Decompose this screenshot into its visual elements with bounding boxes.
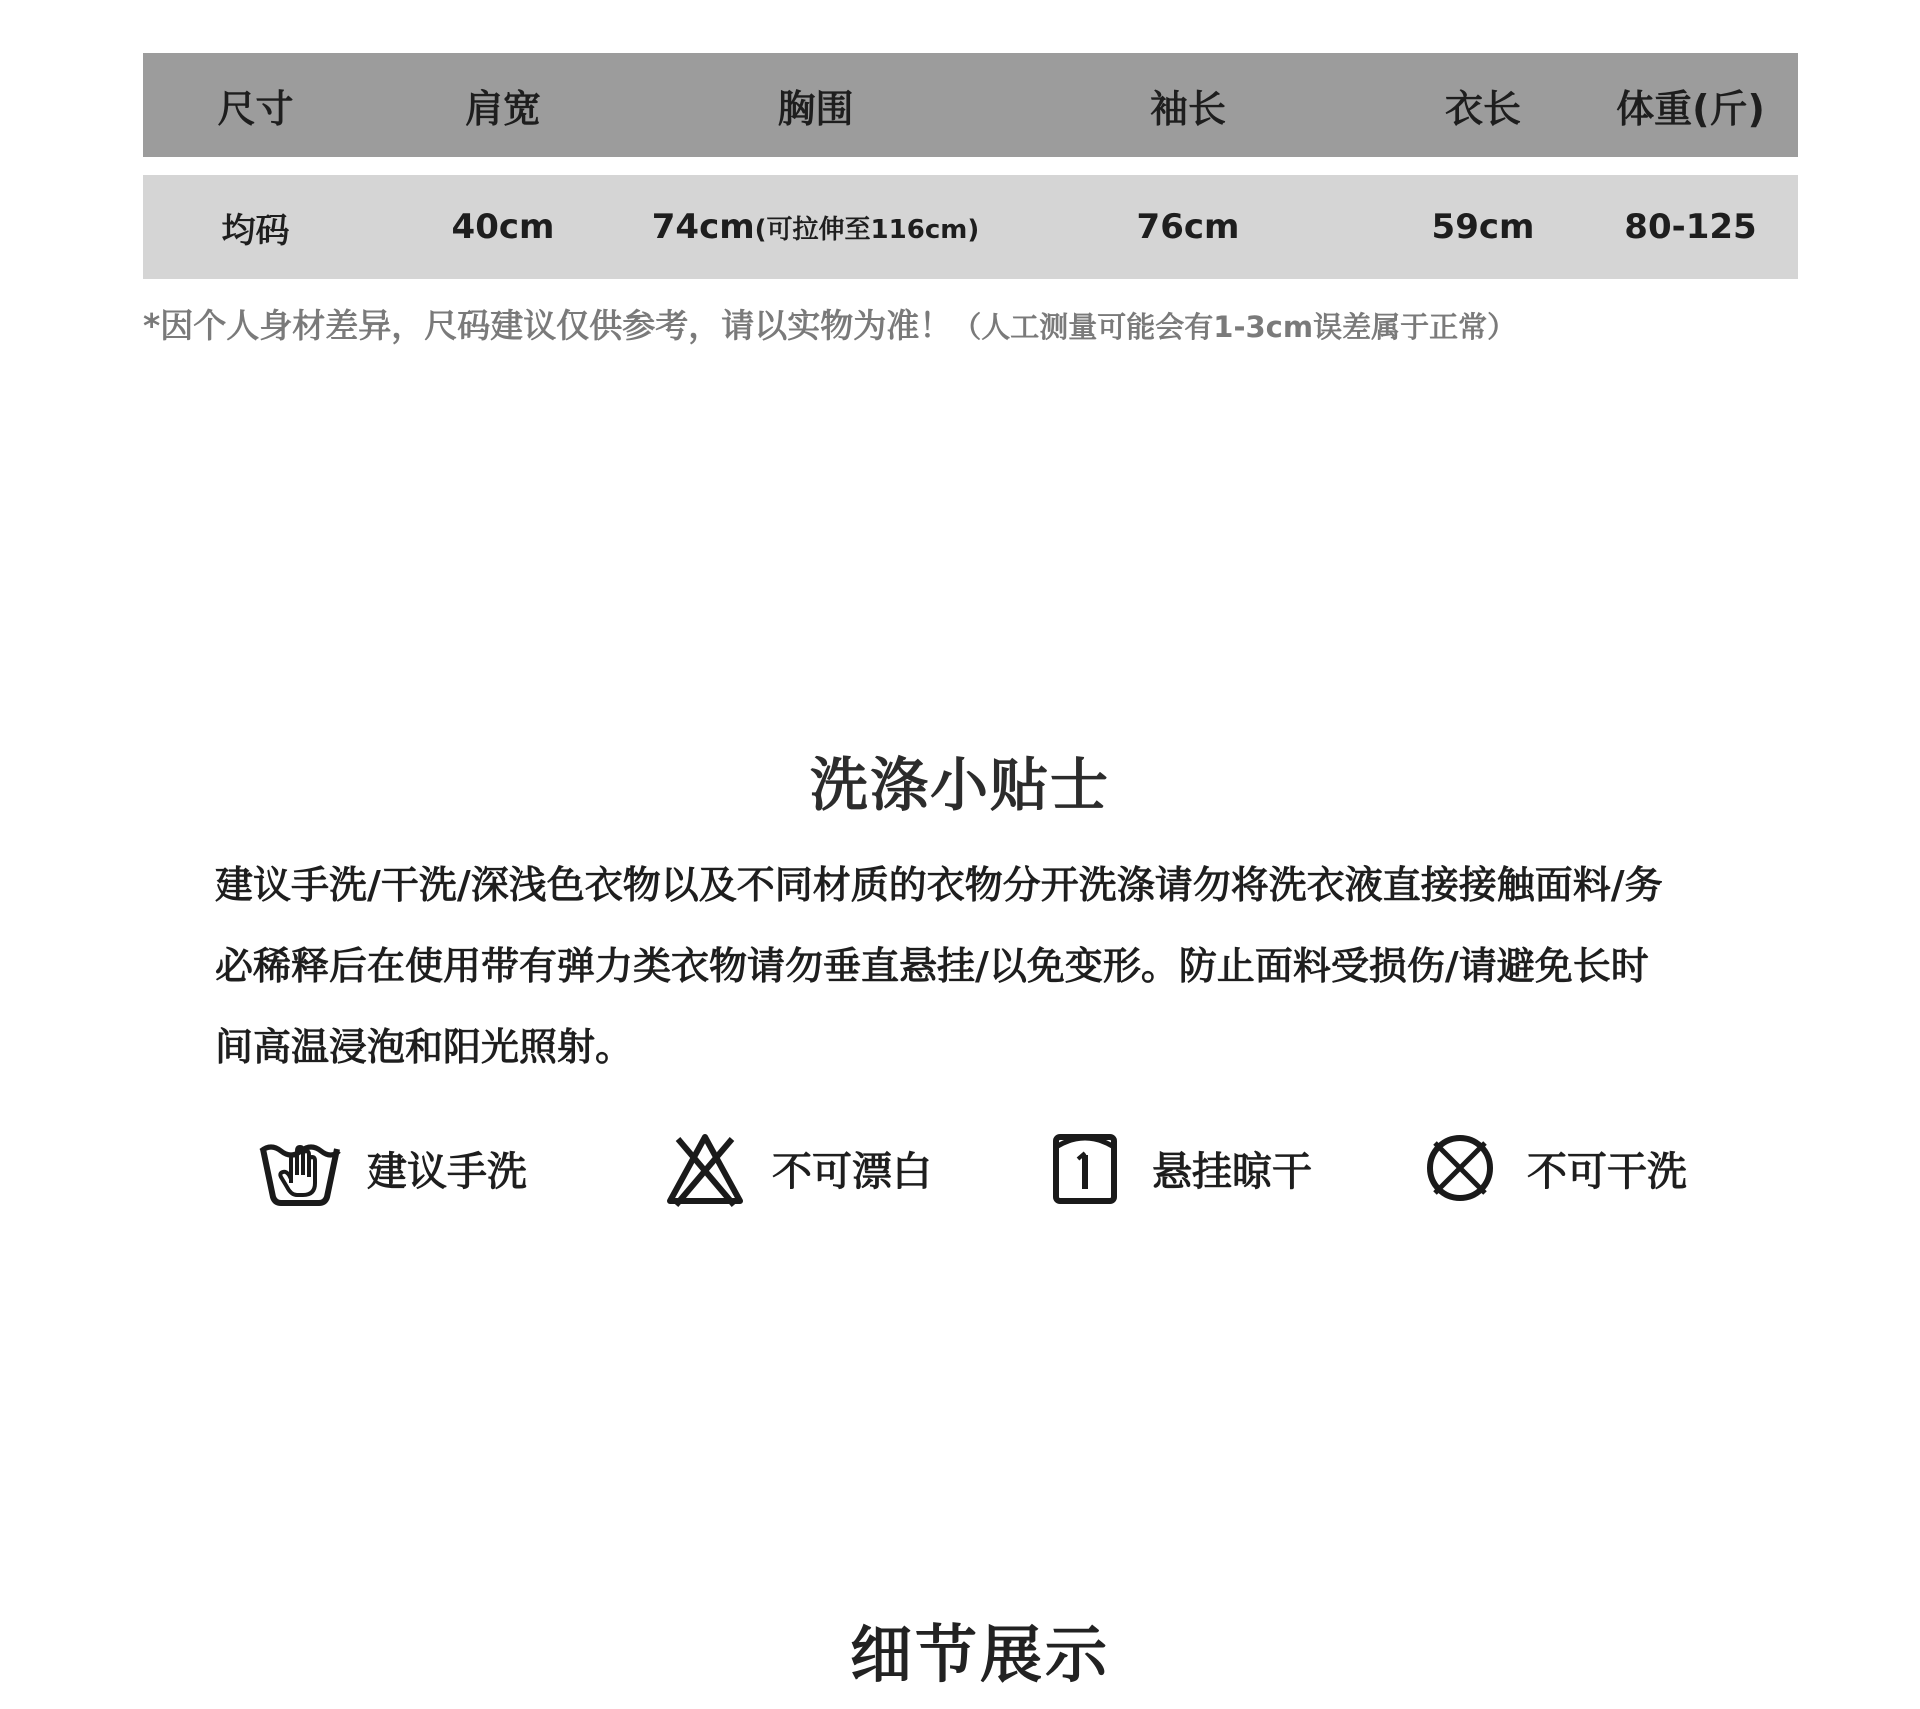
value-sleeve: 76cm <box>1136 207 1240 247</box>
value-weight: 80-125 <box>1624 207 1757 247</box>
header-length: 衣长 <box>1444 86 1521 131</box>
washing-tips-text <box>215 845 1745 1088</box>
value-chest-note: (可拉伸至116cm) <box>754 215 980 245</box>
size-disclaimer <box>143 300 1823 347</box>
washing-tips-title: 洗涤小贴士 <box>809 751 1110 819</box>
care-item-hand-wash <box>255 1118 527 1218</box>
value-shoulder: 40cm <box>451 207 555 247</box>
no-bleach-label: 不可漂白 <box>772 1148 932 1195</box>
care-symbols <box>255 1118 1755 1218</box>
header-weight: 体重(斤) <box>1616 86 1765 131</box>
care-item-no-dry-clean <box>1415 1118 1687 1218</box>
care-item-hang-dry <box>1040 1118 1312 1218</box>
header-sleeve: 袖长 <box>1149 86 1226 131</box>
header-chest: 胸围 <box>777 86 854 131</box>
header-size: 尺寸 <box>217 86 294 131</box>
washing-tips-line: 必稀释后在使用带有弹力类衣物请勿垂直悬挂/以免变形。防止面料受损伤/请避免长时 <box>215 944 1649 988</box>
size-table-header <box>143 53 1798 157</box>
details-title: 细节展示 <box>849 1618 1110 1691</box>
hand-wash-icon <box>255 1123 345 1213</box>
no-dry-clean-label: 不可干洗 <box>1527 1148 1687 1195</box>
washing-tips-line: 建议手洗/干洗/深浅色衣物以及不同材质的衣物分开洗涤请勿将洗衣液直接接触面料/务 <box>215 863 1663 907</box>
value-chest <box>638 207 993 247</box>
value-length: 59cm <box>1431 207 1535 247</box>
hang-dry-icon <box>1040 1123 1130 1213</box>
hang-dry-label: 悬挂晾干 <box>1152 1148 1312 1195</box>
size-disclaimer-sub: （人工测量可能会有1-3cm误差属于正常） <box>952 310 1517 344</box>
washing-tips-line: 间高温浸泡和阳光照射。 <box>215 1025 634 1069</box>
header-shoulder: 肩宽 <box>464 86 541 131</box>
hand-wash-label: 建议手洗 <box>367 1148 527 1195</box>
size-table <box>143 53 1798 279</box>
size-table-row <box>143 175 1798 279</box>
value-chest-main: 74cm <box>651 207 755 247</box>
size-disclaimer-main: *因个人身材差异，尺码建议仅供参考，请以实物为准！ <box>143 306 953 345</box>
care-item-no-bleach <box>660 1118 932 1218</box>
no-dry-clean-icon <box>1415 1123 1505 1213</box>
value-size: 均码 <box>221 210 290 251</box>
no-bleach-icon <box>660 1123 750 1213</box>
